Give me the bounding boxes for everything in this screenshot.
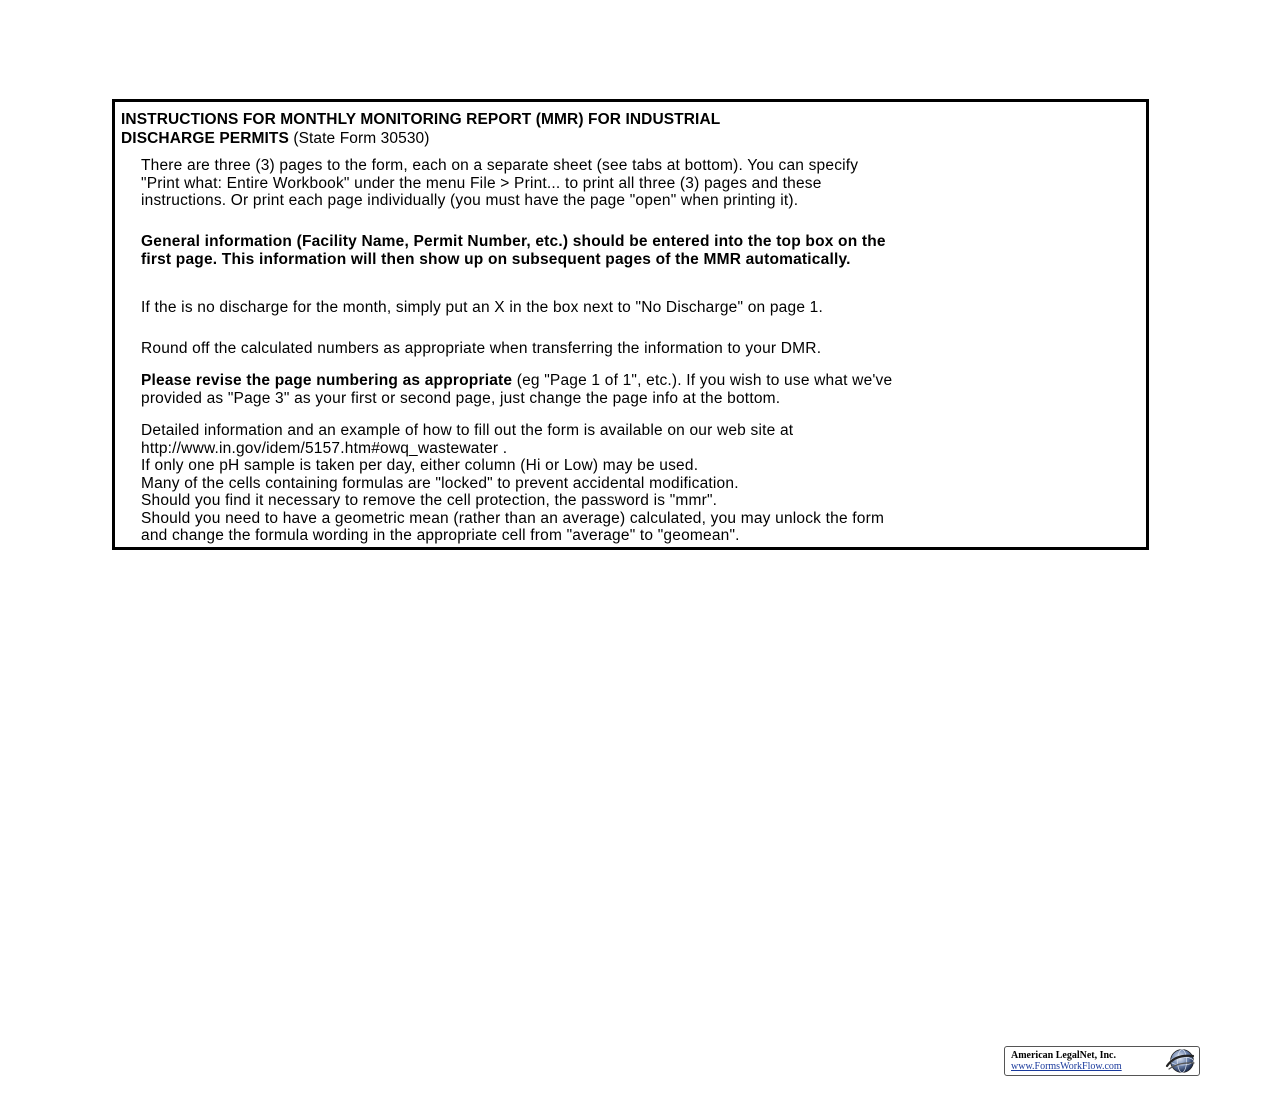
instructions-title <box>121 110 720 148</box>
title-line-1: INSTRUCTIONS FOR MONTHLY MONITORING REPORT (MMR) FOR INDUSTRIAL <box>121 111 721 128</box>
logo-url-link[interactable]: www.FormsWorkFlow.com <box>1011 1061 1122 1072</box>
revise-rest-text: (eg "Page 1 of 1", etc.). If you wish to use what we've <box>512 372 893 389</box>
globe-logo-icon <box>1163 1048 1197 1074</box>
revise-paragraph <box>141 372 1141 407</box>
detailed-line: Should you need to have a geometric mean (rather than an average) calculated, you may unlock the form <box>141 509 885 527</box>
detailed-line: Should you find it necessary to remove the cell protection, the password is "mmr". <box>141 492 718 509</box>
title-line-2-form-number: (State Form 30530) <box>288 130 430 147</box>
instructions-box <box>112 99 1149 550</box>
detailed-line: Many of the cells containing formulas are "locked" to prevent accidental modification. <box>141 474 739 492</box>
detailed-line: If only one pH sample is taken per day, either column (Hi or Low) may be used. <box>141 457 699 474</box>
title-line-2-bold: DISCHARGE PERMITS <box>121 130 289 147</box>
american-legalnet-logo[interactable] <box>1004 1046 1200 1076</box>
general-info-paragraph <box>141 233 1141 268</box>
pages-line: "Print what: Entire Workbook" under the menu File > Print... to print all three (3) pages and these <box>141 174 822 192</box>
logo-company-name: American LegalNet, Inc. <box>1011 1050 1116 1061</box>
round-off-paragraph <box>141 340 1141 358</box>
website-url-text: http://www.in.gov/idem/5157.htm#owq_wastewater . <box>141 439 508 457</box>
pages-paragraph <box>141 157 1141 210</box>
general-info-line: General information (Facility Name, Permit Number, etc.) should be entered into the top box on the <box>141 233 886 250</box>
revise-bold-text: Please revise the page numbering as appropriate <box>141 372 513 389</box>
detailed-line: Detailed information and an example of how to fill out the form is available on our web site at <box>141 422 794 439</box>
no-discharge-paragraph <box>141 299 1141 317</box>
detailed-info-paragraph <box>141 422 1141 545</box>
pages-line: There are three (3) pages to the form, each on a separate sheet (see tabs at bottom). You can specify <box>141 157 859 174</box>
no-discharge-line: If the is no discharge for the month, simply put an X in the box next to "No Discharge" on page 1. <box>141 299 823 316</box>
general-info-line: first page. This information will then show up on subsequent pages of the MMR automatically. <box>141 250 851 268</box>
revise-line-1 <box>141 372 1141 390</box>
revise-line-2: provided as "Page 3" as your first or second page, just change the page info at the bottom. <box>141 389 781 407</box>
round-off-line: Round off the calculated numbers as appropriate when transferring the information to your DMR. <box>141 340 822 357</box>
pages-line: instructions. Or print each page individually (you must have the page "open" when printing it). <box>141 192 799 209</box>
detailed-line: and change the formula wording in the appropriate cell from "average" to "geomean". <box>141 527 740 544</box>
